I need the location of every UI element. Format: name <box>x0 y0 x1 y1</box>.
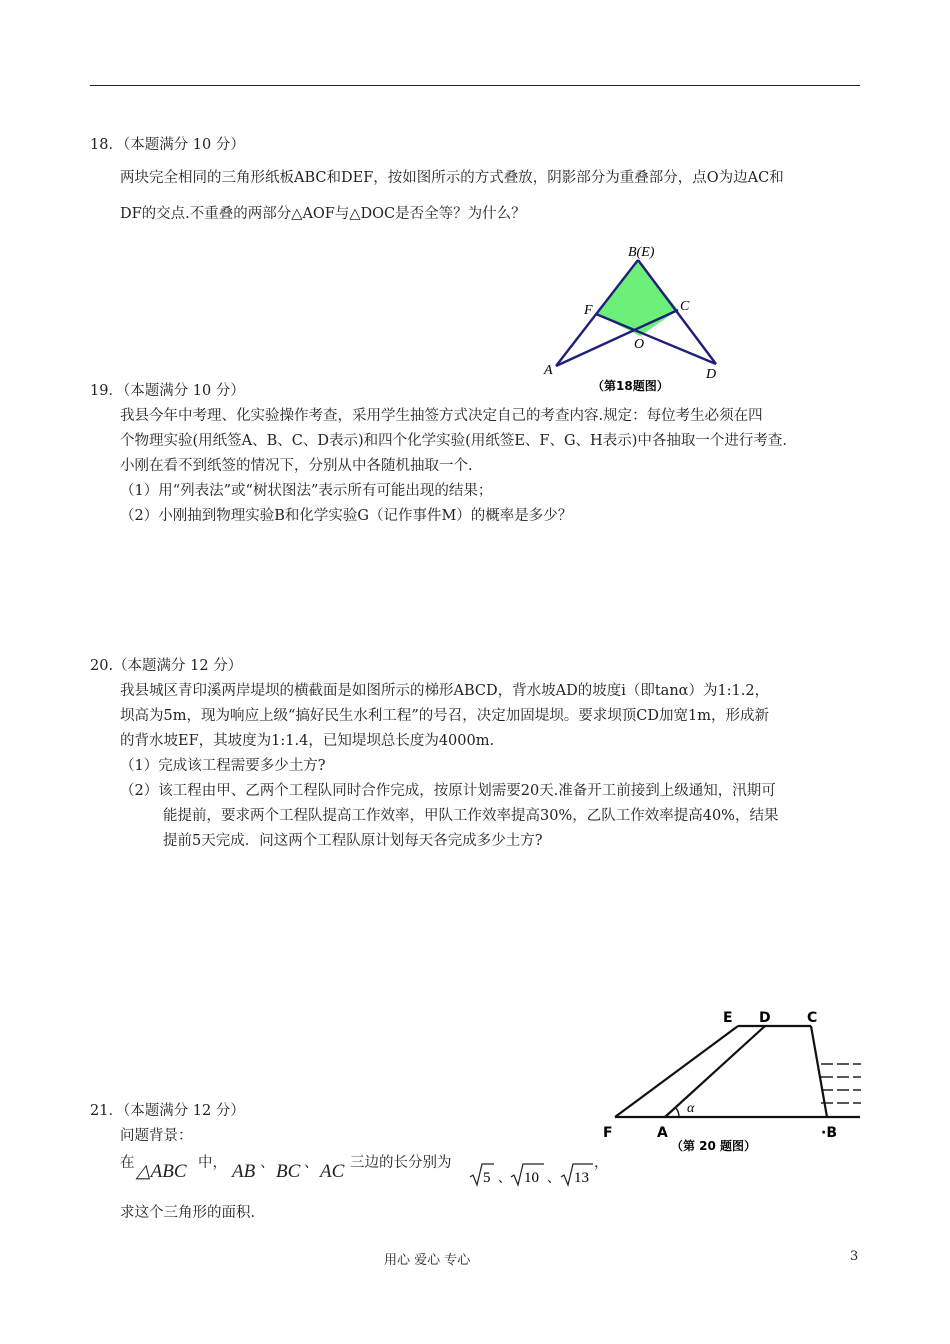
q20-text-line1: 我县城区青印溪两岸堤坝的横截面是如图所示的梯形ABCD，背水坡AD的坡度i（即tanα）为1:1.2， <box>120 683 770 699</box>
q20-header: 20.（本题满分 12 分） <box>90 658 243 674</box>
page-number: 3 <box>850 1249 859 1264</box>
q18-text-line1: 两块完全相同的三角形纸板ABC和DEF，按如图所示的方式叠放，阴影部分为重叠部分，点O为边AC和 <box>120 170 784 186</box>
q21-sep-2: 、 <box>304 1155 319 1171</box>
q20-sub1: （1）完成该工程需要多少土方? <box>120 758 326 774</box>
q21-side-bc: BC <box>276 1161 301 1182</box>
q18-figure <box>540 238 730 396</box>
q19-text-line1: 我县今年中考理、化实验操作考查，采用学生抽签方式决定自己的考查内容.规定：每位考生必须在四 <box>120 408 763 424</box>
q20-sub2-line3: 提前5天完成．问这两个工程队原计划每天各完成多少土方? <box>163 833 543 849</box>
label-a: A <box>544 363 553 378</box>
header-rule <box>90 85 860 86</box>
q21-side-ac: AC <box>320 1161 345 1182</box>
alpha-arc <box>675 1107 679 1117</box>
q19-sub2: （2）小刚抽到物理实验B和化学实验G（记作事件M）的概率是多少？ <box>120 508 573 524</box>
q21-in: 在 <box>120 1155 135 1171</box>
label-c: C <box>680 299 690 314</box>
q19-sub1: （1）用“列表法”或“树状图法”表示所有可能出现的结果； <box>120 483 493 499</box>
label-d: D <box>706 367 717 382</box>
q21-zhong: 中， <box>198 1155 227 1171</box>
q20-figure <box>595 1004 865 1154</box>
q21-ask: 求这个三角形的面积. <box>120 1205 256 1221</box>
q18-text-line2: DF的交点.不重叠的两部分△AOF与△DOC是否全等？为什么？ <box>120 206 526 222</box>
q21-comma: ， <box>594 1155 609 1171</box>
q18-figure-caption: （第18题图） <box>592 379 669 393</box>
radical-sep-1: 、 <box>498 1171 512 1186</box>
q21-triangle: △ABC <box>136 1161 187 1182</box>
label-f: F <box>603 1125 613 1141</box>
q19-text-line2: 个物理实验(用纸签A、B、C、D表示)和四个化学实验(用纸签E、F、G、H表示)中各抽取一个进行考查. <box>120 433 787 449</box>
label-c: C <box>807 1010 818 1026</box>
footer-center-text: 用心 爱心 专心 <box>384 1253 471 1268</box>
q20-figure-caption: （第 20 题图） <box>671 1139 757 1153</box>
radical-10: 10 <box>524 1170 539 1186</box>
q20-sub2-line2: 能提前，要求两个工程队提高工作效率，甲队工作效率提高30%，乙队工作效率提高40%，结果 <box>163 808 779 824</box>
q19-text-line3: 小刚在看不到纸签的情况下，分别从中各随机抽取一个. <box>120 458 473 474</box>
label-a: A <box>657 1125 668 1141</box>
q21-side-ab: AB <box>232 1161 256 1182</box>
q21-header: 21．（本题满分 12 分） <box>90 1103 245 1119</box>
q20-text-line2: 坝高为5m，现为响应上级“搞好民生水利工程”的号召，决定加固堤坝。要求坝顶CD加宽1m，形成新 <box>120 708 769 724</box>
q18-header: 18．（本题满分 10 分） <box>90 137 245 153</box>
label-b: ·B <box>821 1125 837 1141</box>
q21-sep-1: 、 <box>260 1155 275 1171</box>
radical-5: 5 <box>483 1170 491 1186</box>
q20-text-line3: 的背水坡EF，其坡度为1:1.4，已知堤坝总长度为4000m. <box>120 733 495 749</box>
q20-sub2-line1: （2）该工程由甲、乙两个工程队同时合作完成，按原计划需要20天.准备开工前接到上级通知，汛期可 <box>120 783 776 799</box>
label-f: F <box>584 303 593 318</box>
radical-13: 13 <box>574 1170 589 1186</box>
q19-header: 19．（本题满分 10 分） <box>90 383 245 399</box>
q21-background-label: 问题背景： <box>120 1128 193 1144</box>
label-alpha: α <box>687 1101 695 1116</box>
label-e: E <box>723 1010 733 1026</box>
q21-sides-text: 三边的长分别为 <box>350 1155 452 1171</box>
radical-sep-2: 、 <box>547 1171 561 1186</box>
q21-radicals <box>468 1160 598 1190</box>
label-d: D <box>759 1010 771 1026</box>
label-b-e: B(E) <box>628 245 655 260</box>
water-lines <box>821 1064 861 1103</box>
label-o: O <box>634 337 645 352</box>
